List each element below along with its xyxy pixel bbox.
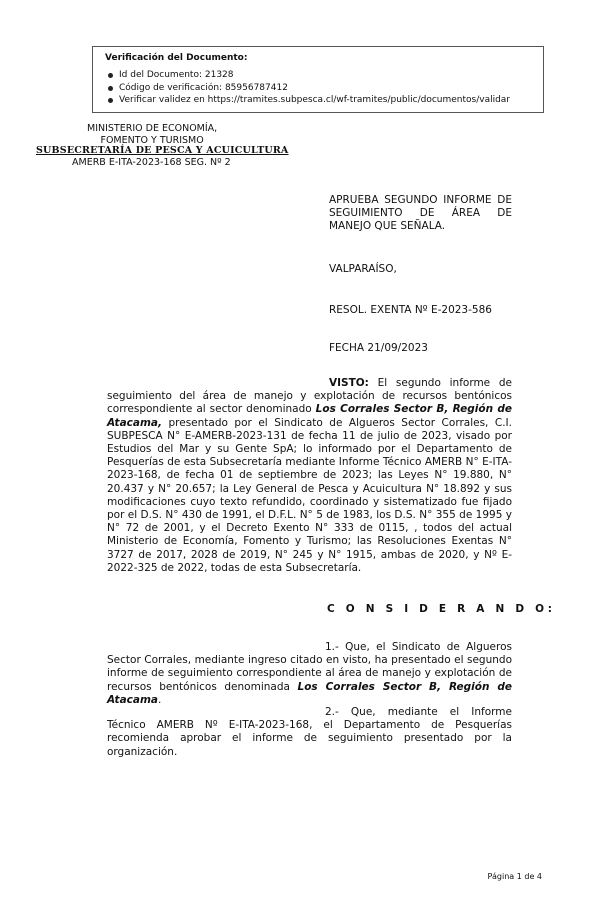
reference-number: AMERB E-ITA-2023-168 SEG. Nº 2	[72, 157, 231, 168]
ministry-line-2: FOMENTO Y TURISMO	[100, 134, 204, 146]
visto-area-name: Los Corrales Sector B, Región de Atacama,	[107, 403, 513, 429]
verification-box	[92, 46, 544, 113]
item1-area-name: Los Corrales Sector B, Región de Atacama	[107, 680, 512, 706]
verification-code: Código de verificación: 85956787412	[105, 82, 535, 95]
item2-text: 2.- Que, mediante el Informe Técnico AMERB Nº E-ITA-2023-168, el Departamento de Pesquerías recomienda aprobar el informe de seguimiento presentado por la organización.	[107, 706, 512, 758]
document-title: APRUEBA SEGUNDO INFORME DE SEGUIMIENTO DE ÁREA DE MANEJO QUE SEÑALA.	[329, 194, 512, 232]
document-id: Id del Documento: 21328	[105, 69, 535, 82]
visto-label: VISTO:	[329, 377, 369, 389]
visto-text-2: presentado por el Sindicato de Algueros Sector Corrales, C.I. SUBPESCA N° E-AMERB-2023-131 de fecha 11 de julio de 2023, visado por Estudios del Mar y su Gente SpA; lo informado por el Departamento de Pesquerías de esta Subsecretaría mediante Informe Técnico AMERB N° E-ITA-2023-168, de fecha 01 de septiembre de 2023; las Leyes N° 19.880, N° 20.437 y N° 20.657; la Ley General de Pesca y Acuicultura N° 18.892 y sus modificaciones cuyo texto refundido, coordinado y sistematizado fue fijado por el D.S. N° 430 de 1991, el D.F.L. N° 5 de 1983, los D.S. N° 355 de 1995 y N° 72 de 2001, y el Decreto Exento N° 333 de 0115, , todos del actual Ministerio de Economía, Fomento y Turismo; las Resoluciones Exentas N° 3727 de 2017, 2028 de 2019, N° 245 y N° 1915, ambas de 2020, y Nº E-2022-325 de 2022, todas de esta Subsecretaría.	[107, 416, 512, 574]
document-date: FECHA 21/09/2023	[329, 342, 428, 354]
visto-text-1: El segundo informe de seguimiento del área de manejo y explotación de recursos bentónicos correspondiente al sector denominado	[107, 377, 512, 416]
undersecretariat-name: SUBSECRETARÍA DE PESCA Y ACUICULTURA	[36, 145, 289, 156]
document-place: VALPARAÍSO,	[329, 263, 397, 275]
considerando-item-1	[107, 641, 512, 707]
considerando-item-2	[107, 706, 512, 759]
visto-paragraph	[107, 377, 512, 575]
item1-text: 1.- Que, el Sindicato de Algueros Sector Corrales, mediante ingreso citado en visto, ha presentado el segundo informe de seguimiento correspondiente al área de manejo y explotación de recursos bentónicos denominada	[107, 641, 512, 693]
verification-url[interactable]: Verificar validez en https://tramites.subpesca.cl/wf-tramites/public/documentos/validar	[105, 94, 535, 107]
page-number: Página 1 de 4	[487, 872, 542, 881]
item1-end: .	[158, 693, 162, 706]
ministry-name	[87, 123, 217, 146]
verification-title: Verificación del Documento:	[105, 53, 248, 63]
considerando-heading: C O N S I D E R A N D O:	[327, 603, 556, 615]
ministry-line-1: MINISTERIO DE ECONOMÍA,	[87, 123, 218, 134]
resolution-number: RESOL. EXENTA Nº E-2023-586	[329, 304, 492, 316]
verification-list	[105, 69, 535, 107]
